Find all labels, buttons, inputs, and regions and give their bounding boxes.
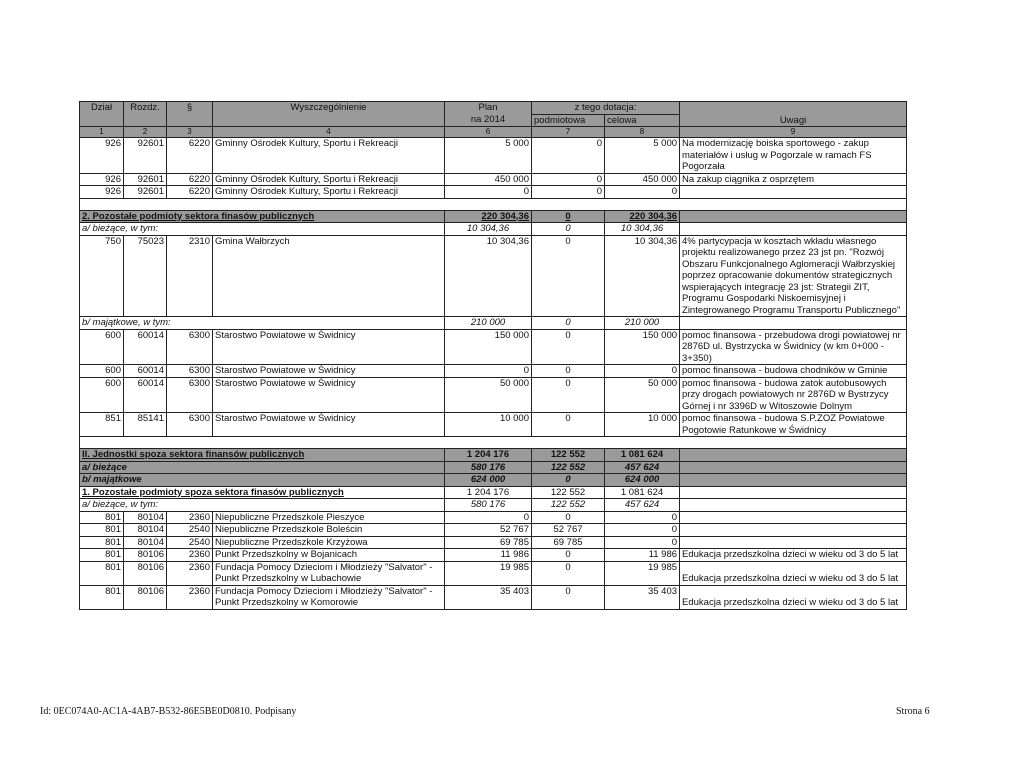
cell-celowa: 11 986 [605,549,680,562]
subsection-label: b/ majątkowe [80,474,445,487]
document-id: Id: 0EC074A0-AC1A-4AB7-B532-86E5BE0D0810. Podpisany [40,706,297,717]
cell-uwagi [680,186,907,199]
table-row [80,365,907,378]
cell-par: 2540 [167,536,213,549]
cell-plan: 210 000 [445,317,532,330]
cell-rozdz: 75023 [124,235,167,317]
col-wyszczegolnienie: Wyszczególnienie [213,102,445,127]
cell-plan: 11 986 [445,549,532,562]
cell-podmiotowa: 0 [532,223,605,236]
cell-celowa: 0 [605,186,680,199]
cell-podmiotowa: 0 [532,210,605,223]
cell-plan: 580 176 [445,461,532,474]
colnum: 2 [124,127,167,138]
cell-name: Niepubliczne Przedszkole Boleścin [213,524,445,537]
cell-name: Punkt Przedszkolny w Bojanicach [213,549,445,562]
cell-uwagi: Na modernizację boiska sportowego - zakup materiałów i usług w Pogorzale w ramach FS Pogorzała [680,138,907,174]
table-row [80,138,907,174]
cell-par: 2360 [167,585,213,609]
cell-rozdz: 80106 [124,561,167,585]
cell-rozdz: 80104 [124,524,167,537]
cell-plan: 220 304,36 [445,210,532,223]
colnum: 8 [605,127,680,138]
cell-par: 6300 [167,329,213,365]
cell-name: Gminny Ośrodek Kultury, Sportu i Rekreacji [213,138,445,174]
column-numbers-row [80,127,907,138]
cell-plan: 0 [445,186,532,199]
cell-celowa: 5 000 [605,138,680,174]
subsection-row [80,461,907,474]
table-row [80,536,907,549]
section-label: II. Jednostki spoza sektora finansów publicznych [80,449,445,462]
cell-dzial: 851 [80,413,124,437]
plan-line1: Plan [478,102,498,113]
cell-plan: 150 000 [445,329,532,365]
cell-celowa: 10 304,36 [605,235,680,317]
cell-plan: 35 403 [445,585,532,609]
cell-par: 6300 [167,377,213,413]
cell-uwagi [680,536,907,549]
table-row [80,524,907,537]
cell-name: Niepubliczne Przedszkole Pieszyce [213,511,445,524]
cell-name: Gmina Wałbrzych [213,235,445,317]
section-label: 1. Pozostałe podmioty spoza sektora finasów publicznych [80,486,445,499]
table-row [80,377,907,413]
cell-plan: 1 204 176 [445,486,532,499]
cell-name: Starostwo Powiatowe w Świdnicy [213,377,445,413]
cell-plan: 1 204 176 [445,449,532,462]
cell-name: Starostwo Powiatowe w Świdnicy [213,413,445,437]
cell-plan: 580 176 [445,499,532,512]
subsection-label: a/ bieżące, w tym: [80,499,445,512]
cell-rozdz: 80104 [124,536,167,549]
cell-podmiotowa: 0 [532,474,605,487]
cell-celowa: 1 081 624 [605,449,680,462]
colnum: 4 [213,127,445,138]
cell-celowa: 50 000 [605,377,680,413]
col-uwagi: Uwagi [680,102,907,127]
cell-celowa: 220 304,36 [605,210,680,223]
cell-plan: 450 000 [445,173,532,186]
cell-plan: 10 304,36 [445,235,532,317]
cell-dzial: 801 [80,585,124,609]
cell-podmiotowa: 0 [532,235,605,317]
cell-podmiotowa: 0 [532,561,605,585]
cell-uwagi: pomoc finansowa - przebudowa drogi powiatowej nr 2876D ul. Bystrzycka w Świdnicy (w km 0+000 - 3+350) [680,329,907,365]
cell-podmiotowa: 52 767 [532,524,605,537]
table-row [80,511,907,524]
cell-name: Starostwo Powiatowe w Świdnicy [213,329,445,365]
cell-par: 6300 [167,365,213,378]
cell-podmiotowa: 0 [532,317,605,330]
cell-celowa: 10 000 [605,413,680,437]
cell-rozdz: 80106 [124,585,167,609]
cell-celowa: 0 [605,524,680,537]
cell-uwagi: 4% partycypacja w kosztach wkładu własnego projektu realizowanego przez 23 jst pn. "Rozwój Obszaru Funkcjonalnego Aglomeracji Wałbrzyskiej poprzez opracowanie dokumentów strategicznych wspierających integrację 23 jst: Strategii ZIT, Programu Gospodarki Niskoemisyjnej i Zintegrowanego Programu Transportu Publicznego" [680,235,907,317]
cell-celowa: 450 000 [605,173,680,186]
section-row [80,210,907,223]
cell-rozdz: 92601 [124,138,167,174]
cell-par: 2360 [167,561,213,585]
cell-name: Niepubliczne Przedszkole Krzyżowa [213,536,445,549]
cell-uwagi [680,524,907,537]
table-row [80,235,907,317]
cell-celowa: 624 000 [605,474,680,487]
cell-podmiotowa: 0 [532,365,605,378]
cell-par: 6300 [167,413,213,437]
cell-plan: 50 000 [445,377,532,413]
table-row [80,585,907,609]
subsection-row [80,474,907,487]
section-row [80,486,907,499]
cell-podmiotowa: 0 [532,413,605,437]
cell-plan: 10 304,36 [445,223,532,236]
cell-dzial: 600 [80,365,124,378]
cell-name: Fundacja Pomocy Dzieciom i Młodzieży "Salvator" - Punkt Przedszkolny w Lubachowie [213,561,445,585]
cell-uwagi: pomoc finansowa - budowa chodników w Gminie [680,365,907,378]
cell-plan: 0 [445,365,532,378]
cell-plan: 5 000 [445,138,532,174]
cell-par: 2360 [167,511,213,524]
cell-celowa: 457 624 [605,461,680,474]
cell-rozdz: 60014 [124,377,167,413]
cell-podmiotowa: 0 [532,329,605,365]
cell-par: 6220 [167,138,213,174]
cell-par: 2540 [167,524,213,537]
cell-name: Gminny Ośrodek Kultury, Sportu i Rekreacji [213,186,445,199]
cell-dzial: 926 [80,138,124,174]
section-label: 2. Pozostałe podmioty sektora finasów publicznych [80,210,445,223]
cell-rozdz: 80104 [124,511,167,524]
cell-celowa: 19 985 [605,561,680,585]
colnum: 3 [167,127,213,138]
cell-plan: 10 000 [445,413,532,437]
col-plan [445,102,532,127]
cell-uwagi: pomoc finansowa - budowa S.P.ZOZ Powiatowe Pogotowie Ratunkowe w Świdnicy [680,413,907,437]
header-row [80,102,907,115]
colnum: 1 [80,127,124,138]
cell-plan: 0 [445,511,532,524]
cell-par: 2310 [167,235,213,317]
subsection-row [80,317,907,330]
spacer-row [80,437,907,449]
table-row [80,186,907,199]
cell-podmiotowa: 0 [532,511,605,524]
table-row [80,561,907,585]
cell-rozdz: 92601 [124,186,167,199]
table-row [80,173,907,186]
cell-par: 6220 [167,186,213,199]
cell-dzial: 801 [80,524,124,537]
cell-podmiotowa: 122 552 [532,486,605,499]
cell-uwagi [680,511,907,524]
cell-dzial: 600 [80,329,124,365]
cell-name: Starostwo Powiatowe w Świdnicy [213,365,445,378]
col-dzial: Dział [80,102,124,127]
cell-podmiotowa: 69 785 [532,536,605,549]
subsection-label: b/ majątkowe, w tym: [80,317,445,330]
cell-podmiotowa: 122 552 [532,449,605,462]
cell-celowa: 0 [605,536,680,549]
cell-dzial: 926 [80,186,124,199]
colnum: 9 [680,127,907,138]
cell-celowa: 35 403 [605,585,680,609]
cell-plan: 19 985 [445,561,532,585]
cell-podmiotowa: 122 552 [532,461,605,474]
cell-rozdz: 85141 [124,413,167,437]
cell-par: 2360 [167,549,213,562]
cell-dzial: 750 [80,235,124,317]
cell-par: 6220 [167,173,213,186]
col-z-tego-dotacja: z tego dotacja: [532,102,680,115]
subsection-row [80,223,907,236]
budget-table [79,101,907,610]
cell-celowa: 150 000 [605,329,680,365]
cell-podmiotowa: 122 552 [532,499,605,512]
col-rozdz: Rozdz. [124,102,167,127]
colnum: 7 [532,127,605,138]
cell-dzial: 801 [80,561,124,585]
cell-dzial: 801 [80,549,124,562]
cell-celowa: 1 081 624 [605,486,680,499]
table-row [80,329,907,365]
cell-dzial: 926 [80,173,124,186]
cell-name: Gminny Ośrodek Kultury, Sportu i Rekreacji [213,173,445,186]
subsection-label: a/ bieżące, w tym: [80,223,445,236]
cell-rozdz: 80106 [124,549,167,562]
cell-uwagi: Edukacja przedszkolna dzieci w wieku od 3 do 5 lat [680,549,907,562]
table-row [80,413,907,437]
cell-dzial: 801 [80,536,124,549]
cell-dzial: 600 [80,377,124,413]
cell-podmiotowa: 0 [532,138,605,174]
cell-uwagi: Edukacja przedszkolna dzieci w wieku od 3 do 5 lat [680,585,907,609]
cell-celowa: 0 [605,365,680,378]
cell-podmiotowa: 0 [532,186,605,199]
col-paragraf: § [167,102,213,127]
cell-podmiotowa: 0 [532,549,605,562]
cell-rozdz: 60014 [124,329,167,365]
cell-celowa: 0 [605,511,680,524]
cell-podmiotowa: 0 [532,377,605,413]
table-row [80,549,907,562]
cell-celowa: 457 624 [605,499,680,512]
cell-podmiotowa: 0 [532,585,605,609]
section-row [80,449,907,462]
cell-rozdz: 60014 [124,365,167,378]
cell-dzial: 801 [80,511,124,524]
cell-uwagi: Edukacja przedszkolna dzieci w wieku od 3 do 5 lat [680,561,907,585]
cell-celowa: 10 304,36 [605,223,680,236]
cell-uwagi: Na zakup ciągnika z osprzętem [680,173,907,186]
cell-podmiotowa: 0 [532,173,605,186]
cell-rozdz: 92601 [124,173,167,186]
cell-plan: 624 000 [445,474,532,487]
subsection-row [80,499,907,512]
subsection-label: a/ bieżące [80,461,445,474]
plan-line2: na 2014 [470,113,506,125]
cell-name: Fundacja Pomocy Dzieciom i Młodzieży "Salvator" - Punkt Przedszkolny w Komorowie [213,585,445,609]
cell-celowa: 210 000 [605,317,680,330]
cell-plan: 69 785 [445,536,532,549]
col-podmiotowa: podmiotowa [532,114,605,127]
cell-uwagi: pomoc finansowa - budowa zatok autobusowych przy drogach powiatowych nr 2876D w Bystrzycy Górnej i nr 3396D w Witoszowie Dolnym [680,377,907,413]
page-number: Strona 6 [896,706,930,717]
colnum: 6 [445,127,532,138]
col-celowa: celowa [605,114,680,127]
spacer-row [80,198,907,210]
cell-plan: 52 767 [445,524,532,537]
